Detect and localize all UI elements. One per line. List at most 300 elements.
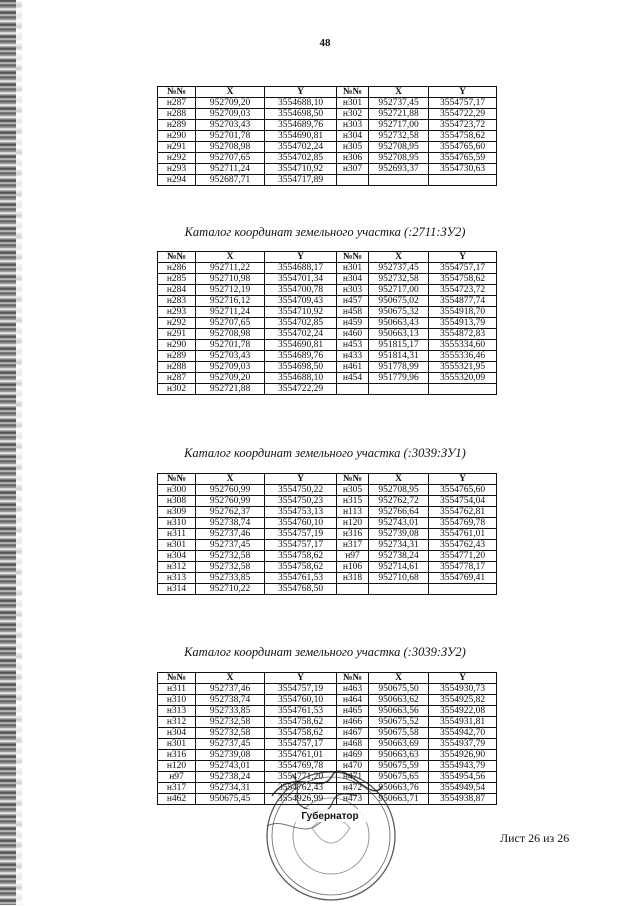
point-id-cell: н316 [337,529,369,540]
column-header-x: X [369,474,429,485]
x-coordinate-cell: 952707,65 [196,318,265,329]
point-id-cell: н304 [337,131,369,142]
y-coordinate-cell: 3554761,01 [429,529,497,540]
column-header-id: №№ [337,673,369,684]
table-row [158,285,497,296]
point-id-cell: н458 [337,307,369,318]
x-coordinate-cell: 950663,63 [369,750,429,761]
x-coordinate-cell: 952732,58 [196,717,265,728]
point-id-cell: н294 [158,175,196,186]
table-row [158,164,497,175]
point-id-cell: н315 [337,496,369,507]
y-coordinate-cell: 3554688,17 [265,263,337,274]
point-id-cell: н304 [158,728,196,739]
point-id-cell: н464 [337,695,369,706]
x-coordinate-cell: 952739,08 [196,750,265,761]
point-id-cell: н301 [158,540,196,551]
x-coordinate-cell: 952708,98 [196,142,265,153]
x-coordinate-cell: 950675,45 [196,794,265,805]
point-id-cell: н305 [337,142,369,153]
x-coordinate-cell: 952737,46 [196,684,265,695]
table-row [158,340,497,351]
point-id-cell: н289 [158,351,196,362]
y-coordinate-cell: 3554709,43 [265,296,337,307]
y-coordinate-cell: 3554688,10 [265,98,337,109]
table-row [158,728,497,739]
y-coordinate-cell: 3554877,74 [429,296,497,307]
x-coordinate-cell: 952737,45 [369,263,429,274]
y-coordinate-cell: 3554771,20 [265,772,337,783]
y-coordinate-cell: 3555320,09 [429,373,497,384]
x-coordinate-cell: 952711,24 [196,164,265,175]
point-id-cell: н306 [337,153,369,164]
x-coordinate-cell: 952738,74 [196,518,265,529]
point-id-cell: н463 [337,684,369,695]
point-id-cell: н468 [337,739,369,750]
point-id-cell: н309 [158,507,196,518]
x-coordinate-cell: 950663,62 [369,695,429,706]
table-row [158,750,497,761]
column-header-x: X [369,673,429,684]
y-coordinate-cell [429,384,497,395]
point-id-cell: н288 [158,362,196,373]
point-id-cell: н106 [337,562,369,573]
y-coordinate-cell: 3554753,13 [265,507,337,518]
column-header-y: Y [265,474,337,485]
point-id-cell: н470 [337,761,369,772]
x-coordinate-cell: 950663,71 [369,794,429,805]
column-header-y: Y [265,673,337,684]
x-coordinate-cell: 952710,22 [196,584,265,595]
point-id-cell: н97 [337,551,369,562]
x-coordinate-cell: 952732,58 [196,562,265,573]
point-id-cell: н301 [158,739,196,750]
x-coordinate-cell: 952708,95 [369,153,429,164]
column-header-id: №№ [337,87,369,98]
x-coordinate-cell: 952738,74 [196,695,265,706]
x-coordinate-cell: 950675,58 [369,728,429,739]
table-row [158,153,497,164]
y-coordinate-cell: 3554760,10 [265,695,337,706]
point-id-cell: н469 [337,750,369,761]
y-coordinate-cell: 3554702,85 [265,318,337,329]
table-header-row [158,87,497,98]
point-id-cell: н292 [158,153,196,164]
point-id-cell [337,584,369,595]
catalog-caption-2: Каталог координат земельного участка (:2711:ЗУ2) [184,225,466,239]
column-header-x: X [369,252,429,263]
y-coordinate-cell: 3554757,17 [265,540,337,551]
table-row [158,307,497,318]
column-header-id: №№ [158,252,196,263]
y-coordinate-cell: 3554762,43 [265,783,337,794]
point-id-cell: н120 [158,761,196,772]
point-id-cell: н303 [337,120,369,131]
y-coordinate-cell: 3554760,10 [265,518,337,529]
x-coordinate-cell: 952712,19 [196,285,265,296]
table-row [158,496,497,507]
y-coordinate-cell [429,584,497,595]
y-coordinate-cell: 3555321,95 [429,362,497,373]
x-coordinate-cell: 952717,00 [369,285,429,296]
point-id-cell: н289 [158,120,196,131]
y-coordinate-cell: 3554954,56 [429,772,497,783]
column-header-id: №№ [158,474,196,485]
point-id-cell: н459 [337,318,369,329]
point-id-cell: н303 [337,285,369,296]
point-id-cell: н473 [337,794,369,805]
point-id-cell: н290 [158,340,196,351]
x-coordinate-cell: 952708,95 [369,485,429,496]
coordinates-table-1 [157,86,497,186]
y-coordinate-cell: 3554872,83 [429,329,497,340]
page-number: 48 [319,37,331,49]
x-coordinate-cell: 952714,61 [369,562,429,573]
x-coordinate-cell: 952743,01 [369,518,429,529]
table-row [158,109,497,120]
table-row [158,384,497,395]
column-header-y: Y [429,673,497,684]
point-id-cell: н314 [158,584,196,595]
x-coordinate-cell: 952721,88 [196,384,265,395]
y-coordinate-cell: 3554717,89 [265,175,337,186]
column-header-x: X [196,474,265,485]
y-coordinate-cell: 3554758,62 [265,551,337,562]
x-coordinate-cell: 952687,71 [196,175,265,186]
point-id-cell: н310 [158,695,196,706]
x-coordinate-cell: 952708,95 [369,142,429,153]
y-coordinate-cell: 3554761,53 [265,706,337,717]
point-id-cell: н308 [158,496,196,507]
y-coordinate-cell: 3554758,62 [265,728,337,739]
x-coordinate-cell: 952760,99 [196,496,265,507]
y-coordinate-cell: 3554723,72 [429,285,497,296]
table-row [158,507,497,518]
stamp-label: Губернатор [301,811,359,822]
x-coordinate-cell: 951779,96 [369,373,429,384]
point-id-cell: н461 [337,362,369,373]
point-id-cell: н316 [158,750,196,761]
point-id-cell: н302 [337,109,369,120]
y-coordinate-cell: 3554930,73 [429,684,497,695]
point-id-cell: н471 [337,772,369,783]
y-coordinate-cell: 3555334,60 [429,340,497,351]
point-id-cell: н307 [337,164,369,175]
table-row [158,274,497,285]
x-coordinate-cell: 952709,20 [196,373,265,384]
y-coordinate-cell: 3554689,76 [265,351,337,362]
table-row [158,318,497,329]
x-coordinate-cell: 952701,78 [196,131,265,142]
point-id-cell: н465 [337,706,369,717]
y-coordinate-cell: 3554949,54 [429,783,497,794]
y-coordinate-cell [429,175,497,186]
point-id-cell: н454 [337,373,369,384]
column-header-y: Y [429,474,497,485]
point-id-cell: н287 [158,373,196,384]
y-coordinate-cell: 3554922,08 [429,706,497,717]
y-coordinate-cell: 3554765,60 [429,485,497,496]
point-id-cell: н318 [337,573,369,584]
y-coordinate-cell: 3554722,29 [265,384,337,395]
x-coordinate-cell: 952701,78 [196,340,265,351]
y-coordinate-cell: 3554754,04 [429,496,497,507]
governor-seal-stamp [262,766,400,906]
column-header-x: X [369,87,429,98]
y-coordinate-cell: 3554926,90 [429,750,497,761]
x-coordinate-cell: 952766,64 [369,507,429,518]
x-coordinate-cell: 952707,65 [196,153,265,164]
x-coordinate-cell: 952732,58 [196,551,265,562]
table-row [158,296,497,307]
point-id-cell: н312 [158,717,196,728]
x-coordinate-cell: 952717,00 [369,120,429,131]
table-row [158,351,497,362]
column-header-id: №№ [337,252,369,263]
table-header-row [158,673,497,684]
table-row [158,529,497,540]
y-coordinate-cell: 3554758,62 [429,131,497,142]
y-coordinate-cell: 3554757,19 [265,684,337,695]
y-coordinate-cell: 3554690,81 [265,131,337,142]
point-id-cell [337,175,369,186]
x-coordinate-cell: 952732,58 [369,274,429,285]
x-coordinate-cell: 952734,31 [369,540,429,551]
point-id-cell: н286 [158,263,196,274]
x-coordinate-cell: 952709,03 [196,109,265,120]
point-id-cell: н304 [158,551,196,562]
y-coordinate-cell: 3554769,78 [265,761,337,772]
column-header-x: X [196,673,265,684]
point-id-cell: н313 [158,706,196,717]
catalog-caption-4: Каталог координат земельного участка (:3039:ЗУ2) [184,645,466,659]
table-row [158,263,497,274]
point-id-cell: н317 [158,783,196,794]
y-coordinate-cell: 3554689,76 [265,120,337,131]
table-row [158,362,497,373]
x-coordinate-cell: 952711,24 [196,307,265,318]
y-coordinate-cell: 3554698,50 [265,362,337,373]
x-coordinate-cell: 952762,72 [369,496,429,507]
table-row [158,175,497,186]
x-coordinate-cell: 951814,31 [369,351,429,362]
column-header-y: Y [429,252,497,263]
y-coordinate-cell: 3554702,24 [265,329,337,340]
table-row [158,695,497,706]
table-row [158,98,497,109]
y-coordinate-cell: 3554769,78 [429,518,497,529]
x-coordinate-cell: 952743,01 [196,761,265,772]
x-coordinate-cell: 952721,88 [369,109,429,120]
point-id-cell: н313 [158,573,196,584]
y-coordinate-cell: 3554757,19 [265,529,337,540]
y-coordinate-cell: 3554926,99 [265,794,337,805]
table-row [158,131,497,142]
x-coordinate-cell: 952737,45 [369,98,429,109]
x-coordinate-cell: 952734,31 [196,783,265,794]
y-coordinate-cell: 3554702,24 [265,142,337,153]
y-coordinate-cell: 3554768,50 [265,584,337,595]
point-id-cell: н300 [158,485,196,496]
x-coordinate-cell: 950675,59 [369,761,429,772]
y-coordinate-cell: 3554690,81 [265,340,337,351]
table-row [158,540,497,551]
point-id-cell: н460 [337,329,369,340]
y-coordinate-cell: 3554757,17 [429,98,497,109]
point-id-cell: н311 [158,684,196,695]
point-id-cell: н285 [158,274,196,285]
x-coordinate-cell: 952738,24 [196,772,265,783]
point-id-cell: н293 [158,307,196,318]
table-row [158,584,497,595]
x-coordinate-cell: 952693,37 [369,164,429,175]
point-id-cell: н305 [337,485,369,496]
table-row [158,485,497,496]
column-header-y: Y [265,252,337,263]
y-coordinate-cell: 3554698,50 [265,109,337,120]
y-coordinate-cell: 3554931,81 [429,717,497,728]
point-id-cell: н291 [158,329,196,340]
y-coordinate-cell: 3554938,87 [429,794,497,805]
y-coordinate-cell: 3554722,29 [429,109,497,120]
x-coordinate-cell: 950675,52 [369,717,429,728]
y-coordinate-cell: 3554769,41 [429,573,497,584]
x-coordinate-cell: 950675,32 [369,307,429,318]
y-coordinate-cell: 3554757,17 [265,739,337,750]
table-row [158,329,497,340]
y-coordinate-cell: 3554750,22 [265,485,337,496]
x-coordinate-cell: 952710,68 [369,573,429,584]
point-id-cell [337,384,369,395]
table-header-row [158,252,497,263]
coordinates-table-2 [157,251,497,395]
point-id-cell: н292 [158,318,196,329]
point-id-cell: н287 [158,98,196,109]
y-coordinate-cell: 3554702,85 [265,153,337,164]
y-coordinate-cell: 3554700,78 [265,285,337,296]
y-coordinate-cell: 3554761,01 [265,750,337,761]
x-coordinate-cell: 952732,58 [369,131,429,142]
x-coordinate-cell: 952716,12 [196,296,265,307]
table-row [158,551,497,562]
point-id-cell: н120 [337,518,369,529]
table-row [158,684,497,695]
point-id-cell: н310 [158,518,196,529]
point-id-cell: н317 [337,540,369,551]
y-coordinate-cell: 3554730,63 [429,164,497,175]
point-id-cell: н301 [337,263,369,274]
y-coordinate-cell: 3554762,43 [429,540,497,551]
point-id-cell: н288 [158,109,196,120]
x-coordinate-cell: 950675,02 [369,296,429,307]
y-coordinate-cell: 3554771,20 [429,551,497,562]
x-coordinate-cell: 952708,98 [196,329,265,340]
point-id-cell: н301 [337,98,369,109]
coordinates-table-3 [157,473,497,595]
x-coordinate-cell: 952733,85 [196,706,265,717]
column-header-id: №№ [158,673,196,684]
x-coordinate-cell: 952710,98 [196,274,265,285]
table-row [158,717,497,728]
point-id-cell: н466 [337,717,369,728]
table-row [158,706,497,717]
table-row [158,518,497,529]
y-coordinate-cell: 3554778,17 [429,562,497,573]
x-coordinate-cell: 950675,65 [369,772,429,783]
y-coordinate-cell: 3554710,92 [265,307,337,318]
x-coordinate-cell: 952733,85 [196,573,265,584]
point-id-cell: н97 [158,772,196,783]
point-id-cell: н290 [158,131,196,142]
x-coordinate-cell: 952711,22 [196,263,265,274]
catalog-caption-3: Каталог координат земельного участка (:3039:ЗУ1) [184,446,466,460]
y-coordinate-cell: 3554761,53 [265,573,337,584]
column-header-id: №№ [337,474,369,485]
x-coordinate-cell: 952762,37 [196,507,265,518]
x-coordinate-cell: 950675,50 [369,684,429,695]
x-coordinate-cell: 952760,99 [196,485,265,496]
point-id-cell: н293 [158,164,196,175]
y-coordinate-cell: 3554758,62 [429,274,497,285]
point-id-cell: н462 [158,794,196,805]
x-coordinate-cell: 952738,24 [369,551,429,562]
point-id-cell: н304 [337,274,369,285]
y-coordinate-cell: 3554765,60 [429,142,497,153]
point-id-cell: н311 [158,529,196,540]
point-id-cell: н433 [337,351,369,362]
y-coordinate-cell: 3554765,59 [429,153,497,164]
x-coordinate-cell: 952703,43 [196,120,265,131]
x-coordinate-cell: 950663,69 [369,739,429,750]
table-row [158,120,497,131]
table-row [158,739,497,750]
x-coordinate-cell: 950663,13 [369,329,429,340]
table-row [158,573,497,584]
x-coordinate-cell: 952709,03 [196,362,265,373]
point-id-cell: н467 [337,728,369,739]
point-id-cell: н302 [158,384,196,395]
x-coordinate-cell: 952737,45 [196,739,265,750]
y-coordinate-cell: 3554758,62 [265,717,337,728]
point-id-cell: н113 [337,507,369,518]
column-header-y: Y [265,87,337,98]
y-coordinate-cell: 3554943,79 [429,761,497,772]
point-id-cell: н453 [337,340,369,351]
y-coordinate-cell: 3554762,81 [429,507,497,518]
y-coordinate-cell: 3554750,23 [265,496,337,507]
y-coordinate-cell: 3554937,79 [429,739,497,750]
x-coordinate-cell: 952709,20 [196,98,265,109]
y-coordinate-cell: 3554913,79 [429,318,497,329]
point-id-cell: н472 [337,783,369,794]
table-row [158,142,497,153]
y-coordinate-cell: 3554710,92 [265,164,337,175]
column-header-y: Y [429,87,497,98]
x-coordinate-cell: 950663,76 [369,783,429,794]
y-coordinate-cell: 3554942,70 [429,728,497,739]
x-coordinate-cell: 952737,45 [196,540,265,551]
x-coordinate-cell: 950663,43 [369,318,429,329]
x-coordinate-cell: 952703,43 [196,351,265,362]
y-coordinate-cell: 3554757,17 [429,263,497,274]
y-coordinate-cell: 3554688,10 [265,373,337,384]
table-row [158,373,497,384]
x-coordinate-cell: 952739,08 [369,529,429,540]
x-coordinate-cell [369,584,429,595]
y-coordinate-cell: 3554925,82 [429,695,497,706]
y-coordinate-cell: 3554918,70 [429,307,497,318]
x-coordinate-cell [369,384,429,395]
